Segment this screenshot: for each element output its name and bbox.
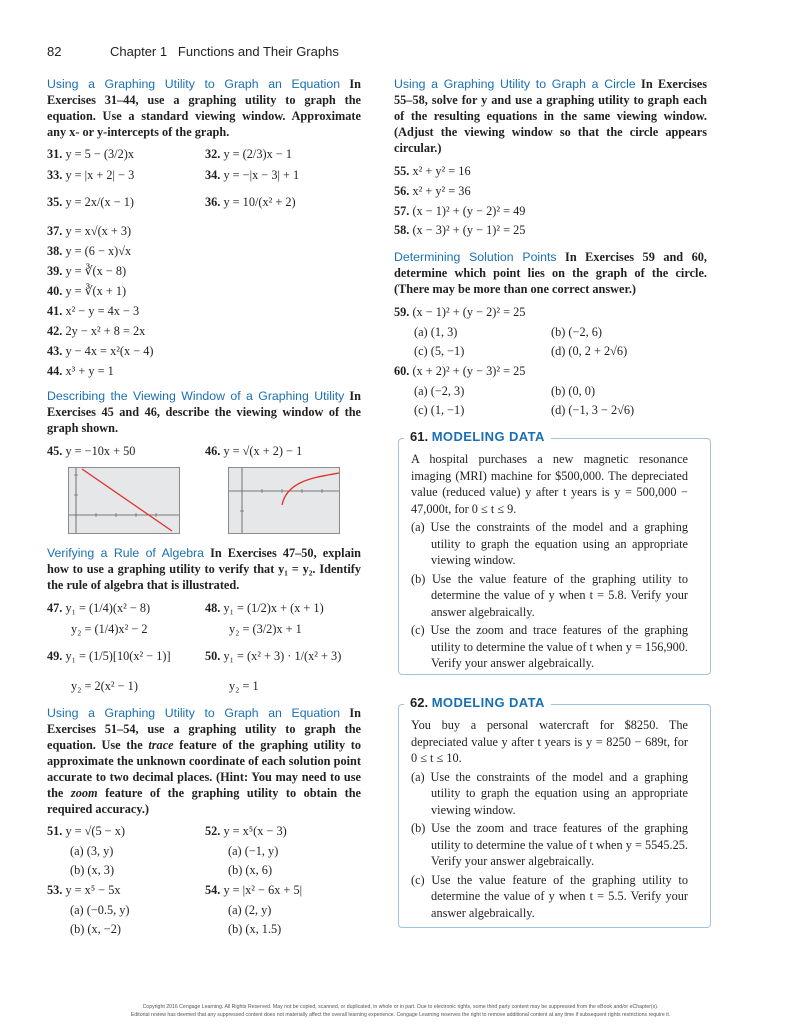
- exercise-31: 31. y = 5 − (3/2)x: [47, 147, 134, 161]
- exercise-52: 52. y = x⁵(x − 3): [205, 824, 287, 838]
- graph-46: [228, 467, 340, 534]
- exercise-60-b: (b) (0, 0): [551, 384, 596, 398]
- exercise-44: 44. x³ + y = 1: [47, 364, 114, 378]
- graph-45-frame: [69, 468, 180, 534]
- exercise-55: 55. x² + y² = 16: [394, 164, 471, 178]
- section-label: Using a Graphing Utility to Graph an Equation: [47, 77, 341, 91]
- chapter-title: Chapter 1 Functions and Their Graphs: [110, 44, 339, 59]
- exercise-45: 45. y = −10x + 50: [47, 444, 136, 458]
- exercise-38: 38. y = (6 − x)√x: [47, 244, 132, 258]
- box-61-content: [411, 451, 688, 672]
- box-62-text: You buy a personal watercraft for $8250. The depreciated value y after t years is y = 8250 − 689t, for 0 ≤ t ≤ 10.: [411, 718, 688, 765]
- exercise-53-b: (b) (x, −2): [70, 922, 121, 936]
- exercise-47-y2: y₂ = (1/4)x² − 2: [71, 622, 148, 636]
- exercise-33: 33. y = |x + 2| − 3: [47, 168, 135, 182]
- section-solution-points: Determining Solution Points In Exercises 59 and 60, determine which point lies on the graph of the circle. (There may be more than one correct answer.): [394, 250, 707, 296]
- exercise-54: 54. y = |x² − 6x + 5|: [205, 883, 303, 897]
- graph-45: [68, 467, 180, 534]
- exercise-54-b: (b) (x, 1.5): [228, 922, 282, 936]
- copyright-line-1: Copyright 2016 Cengage Learning. All Rights Reserved. May not be copied, scanned, or duplicated, in whole or in part. Due to electronic rights, some third party content may be suppressed from the eBook and/or eChapter(s).: [142, 1004, 659, 1010]
- box-62-title: 62. MODELING DATA: [404, 695, 551, 710]
- exercise-40: 40. y = ∛(x + 1): [47, 284, 127, 298]
- section-verify-rule: Verifying a Rule of Algebra In Exercises 47–50, explain how to use a graphing utility to verify that y₁ = y₂. Identify the rule of algebra that is illustrated.: [47, 546, 361, 592]
- copyright-line-2: Editorial review has deemed that any suppressed content does not materially affect the overall learning experience. Cengage Learning reserves the right to remove additional content at any time if subsequent rights restrictions require it.: [130, 1012, 671, 1018]
- exercise-52-b: (b) (x, 6): [228, 863, 273, 877]
- exercise-35: 35. y = 2x/(x − 1): [47, 195, 134, 209]
- box-62-part-b: (b) Use the zoom and trace features of the graphing utility to determine the value of t when y = 5545.25. Verify your answer algebraically.: [411, 821, 688, 868]
- exercise-60-c: (c) (1, −1): [414, 403, 465, 417]
- exercise-53-a: (a) (−0.5, y): [70, 903, 130, 917]
- page-number: 82: [47, 44, 62, 59]
- section-viewing-window: Describing the Viewing Window of a Graphing Utility In Exercises 45 and 46, describe the viewing window of the graph shown.: [47, 389, 361, 435]
- exercise-60-d: (d) (−1, 3 − 2√6): [551, 403, 635, 417]
- exercise-59: 59. (x − 1)² + (y − 2)² = 25: [394, 305, 526, 319]
- box-61-title: 61. MODELING DATA: [404, 429, 551, 444]
- section-graph-equation-2: Using a Graphing Utility to Graph an Equation In Exercises 51–54, use a graphing utility to graph the equation. Use the trace feature of the graphing utility to approximate the unknown coordinate of each solution point accurate to two decimal places. (Hint: You may need to use the zoom feature of the graphing utility to obtain the required accuracy.): [47, 706, 362, 816]
- box-62-part-a: (a) Use the constraints of the model and a graphing utility to graph the equation using an appropriate viewing window.: [411, 769, 688, 817]
- exercise-60: 60. (x + 2)² + (y − 3)² = 25: [394, 364, 526, 378]
- exercise-59-d: (d) (0, 2 + 2√6): [551, 344, 628, 358]
- graph-46-frame: [229, 468, 340, 534]
- exercise-58: 58. (x − 3)² + (y − 1)² = 25: [394, 223, 526, 237]
- exercise-49: 49. y₁ = (1/5)[10(x² − 1)]: [47, 649, 171, 663]
- box-61-text: A hospital purchases a new magnetic resonance imaging (MRI) machine for $500,000. The depreciated value (reduced value) y after t years is y = 500,000 − 47,000t, for 0 ≤ t ≤ 9.: [411, 452, 688, 516]
- box-62-content: [411, 717, 688, 921]
- box-61-part-a: (a) Use the constraints of the model and a graphing utility to graph the equation using an appropriate viewing window.: [411, 520, 688, 567]
- exercise-57: 57. (x − 1)² + (y − 2)² = 49: [394, 204, 526, 218]
- exercise-54-a: (a) (2, y): [228, 903, 272, 917]
- exercise-43: 43. y − 4x = x²(x − 4): [47, 344, 154, 358]
- section-text: In Exercises 31–44, use a graphing utility to graph the equation. Use a standard viewing window. Approximate any x- or y-intercepts of the graph.: [47, 77, 362, 139]
- exercise-52-a: (a) (−1, y): [228, 844, 279, 858]
- exercise-46: 46. y = √(x + 2) − 1: [205, 444, 303, 458]
- exercise-49-y2: y₂ = 2(x² − 1): [71, 679, 138, 693]
- exercise-32: 32. y = (2/3)x − 1: [205, 147, 292, 161]
- exercise-51: 51. y = √(5 − x): [47, 824, 126, 838]
- exercise-59-c: (c) (5, −1): [414, 344, 465, 358]
- exercise-50-y2: y₂ = 1: [229, 679, 259, 693]
- exercise-37: 37. y = x√(x + 3): [47, 224, 132, 238]
- box-61-part-b: (b) Use the value feature of the graphing utility to determine the value of y when t = 5.8. Verify your answer algebraically.: [411, 571, 688, 619]
- exercise-50: 50. y₁ = (x² + 3) · 1/(x² + 3): [205, 649, 342, 663]
- exercise-48: 48. y₁ = (1/2)x + (x + 1): [205, 601, 324, 615]
- exercise-41: 41. x² − y = 4x − 3: [47, 304, 140, 318]
- exercise-36: 36. y = 10/(x² + 2): [205, 195, 296, 209]
- exercise-60-a: (a) (−2, 3): [414, 384, 465, 398]
- exercise-59-a: (a) (1, 3): [414, 325, 458, 339]
- exercise-42: 42. 2y − x² + 8 = 2x: [47, 324, 146, 338]
- copyright-footer: [30, 1003, 771, 1019]
- box-61-part-c: (c) Use the zoom and trace features of the graphing utility to determine the value of t when y = 156,900. Verify your answer algebraically.: [411, 623, 688, 670]
- exercise-48-y2: y₂ = (3/2)x + 1: [229, 622, 302, 636]
- exercise-59-b: (b) (−2, 6): [551, 325, 602, 339]
- section-graph-equation-1: [47, 76, 361, 140]
- exercise-47: 47. y₁ = (1/4)(x² − 8): [47, 601, 151, 615]
- box-61-rule: [556, 438, 709, 439]
- section-graph-circle: Using a Graphing Utility to Graph a Circle In Exercises 55–58, solve for y and use a graphing utility to graph each of the resulting equations in the same viewing window. (Adjust the viewing window so that the circle appears circular.): [394, 77, 707, 155]
- exercise-56: 56. x² + y² = 36: [394, 184, 471, 198]
- box-62-rule: [556, 704, 709, 705]
- exercise-51-b: (b) (x, 3): [70, 863, 115, 877]
- exercise-39: 39. y = ∛(x − 8): [47, 264, 127, 278]
- exercise-51-a: (a) (3, y): [70, 844, 114, 858]
- exercise-53: 53. y = x⁵ − 5x: [47, 883, 121, 897]
- box-62-part-c: (c) Use the value feature of the graphing utility to determine the value of y when t = 5.5. Verify your answer algebraically.: [411, 872, 688, 920]
- exercise-34: 34. y = −|x − 3| + 1: [205, 168, 300, 182]
